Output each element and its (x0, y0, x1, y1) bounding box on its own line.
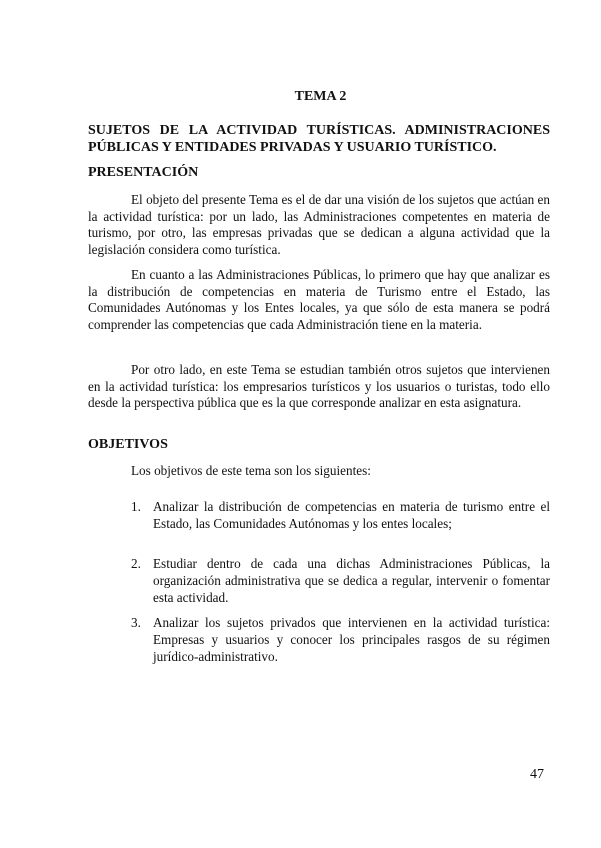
objectives-heading: OBJETIVOS (88, 437, 168, 452)
objective-item-3 (131, 614, 550, 665)
objective-item-1 (131, 498, 550, 532)
objective-number: 3. (131, 615, 141, 630)
presentation-paragraph-2: En cuanto a las Administraciones Públicas, lo primero que hay que analizar es la distribución de competencias en materia de Turismo entre el Estado, las Comunidades Autónomas y los Entes locales, ya que sólo de esta manera se podrá comprender las competencias que cada Administración tiene en la materia. (88, 267, 550, 332)
presentation-paragraph-1: El objeto del presente Tema es el de dar una visión de los sujetos que actúan en la actividad turística: por un lado, las Administraciones competentes en materia de turismo, por otro, las empresas privadas que se dedican a alguna actividad que la legislación considera como turística. (88, 192, 550, 257)
chapter-label: TEMA 2 (294, 89, 347, 104)
objectives-intro: Los objetivos de este tema son los siguientes: (131, 463, 371, 478)
chapter-title: SUJETOS DE LA ACTIVIDAD TURÍSTICAS. ADMINISTRACIONES PÚBLICAS Y ENTIDADES PRIVADAS Y USUARIO TURÍSTICO. (88, 123, 550, 155)
page-number: 47 (530, 767, 544, 782)
objective-number: 2. (131, 556, 141, 571)
objective-number: 1. (131, 499, 141, 514)
objective-item-2 (131, 555, 550, 606)
objective-text: Analizar los sujetos privados que intervienen en la actividad turística: Empresas y usuarios y conocer los principales rasgos de su régimen jurídico-administrativo. (153, 615, 550, 664)
presentation-heading: PRESENTACIÓN (88, 165, 199, 180)
objective-text: Estudiar dentro de cada una dichas Administraciones Públicas, la organización administrativa que se dedica a regular, intervenir o fomentar esta actividad. (153, 556, 550, 605)
objective-text: Analizar la distribución de competencias en materia de turismo entre el Estado, las Comunidades Autónomas y los entes locales; (153, 499, 550, 531)
presentation-paragraph-3: Por otro lado, en este Tema se estudian también otros sujetos que intervienen en la actividad turística: los empresarios turísticos y los usuarios o turistas, todo ello desde la perspectiva pública que es la que corresponde analizar en esta asignatura. (88, 362, 550, 410)
